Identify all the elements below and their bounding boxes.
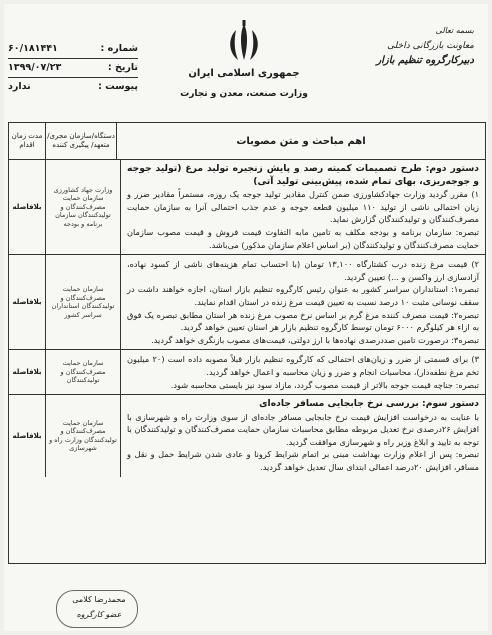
letter-date-row [8, 59, 138, 78]
header-time: مدت زمان اقدام [11, 132, 43, 149]
note-text: تبصره۱: استانداران سراسر کشور به عنوان رئیس کارگروه تنظیم بازار استان، اجازه خواهند داشت در سقف نوسانی مثبت ۱۰ درصد نسبت به تعیین قیمت مرغ زنده در استان اقدام نمایند. [127, 284, 479, 307]
date-label: تاریخ : [107, 62, 138, 73]
row-org: وزارت جهاد کشاورزی سازمان حمایت مصرف‌کنندگان و تولیدکنندگان سازمان برنامه و بودجه [45, 160, 121, 254]
row-time: بلافاصله [12, 431, 42, 440]
row-content [121, 255, 485, 349]
resolution-text: ۳) برای قسمتی از ضرر و زیان‌های احتمالی که کارگروه تنظیم بازار قبلاً مصوبه داده است (۲۰ میلیون تخم مرغ نطفه‌دار)، محاسبات انجام و ضرر و زیان محاسبه و اعمال خواهد گردید. [127, 354, 479, 377]
attach-label: پیوست : [98, 81, 138, 92]
letter-attach-row [8, 78, 138, 96]
agenda-item-title: دستور سوم: بررسی نرخ جابجایی مسافر جاده‌ای [259, 398, 479, 410]
note-text: تبصره۲: قیمت مصرف کننده مرغ گرم بر اساس نرخ مصوب مرغ زنده هر استان مطابق تبصره یک فوق به ازاء هر کیلوگرم ۶۰۰۰ تومان توسط کارگروه تنظیم بازار هر استان تعیین خواهد گردید. [127, 309, 479, 333]
agenda-item-title: دستور دوم: طرح تصمیمات کمیته رصد و پایش زنجیره تولید مرغ (تولید جوجه و جوجه‌ریزی، بهای تمام شده، پیش‌بینی تولید آتی) [127, 163, 479, 187]
signatory-title: عضو کارگروه [76, 610, 122, 619]
republic-title: جمهوری اسلامی ایران [188, 68, 300, 79]
header-org: دستگاه/سازمان مجری/ متعهد/ پیگیری کننده [45, 123, 117, 159]
row-time: بلافاصله [12, 203, 42, 212]
row-content [121, 160, 485, 254]
resolution-text: با عنایت به درخواست افزایش قیمت نرخ جابجایی مسافر جاده‌ای از سوی وزارت راه و شهرسازی با افزایش ۲۶درصدی نرخ تعدیل مربوطه مطابق محاسبات سازمان حمایت مصرف‌کنندگان و تولیدکنندگان با توجه به تایید و ابلاغ وزیر راه و شهرسازی موافقت گردید. [127, 411, 479, 447]
row-content [121, 395, 485, 477]
note-text: تبصره: جناچه قیمت جوجه بالاتر از قیمت مصوب گردد، مازاد سود نیز بایستی محاسبه شود. [170, 379, 479, 390]
table-row [9, 350, 485, 395]
header-right [314, 26, 474, 66]
letter-meta [8, 40, 138, 96]
attach-value: ندارد [8, 81, 31, 92]
deputy-title: معاونت بازرگانی داخلی [387, 41, 474, 51]
secretary-title: دبیرکارگروه تنظیم بازار [376, 55, 474, 66]
resolution-text: ۲) قیمت مرغ زنده درب کشتارگاه ۱۳,۱۰۰ تومان (با احتساب تمام هزینه‌های ناشی از کسود نهاده، آزادسازی ارز واکسن و ...) تعیین گردید. [127, 259, 480, 282]
note-text: تبصره: سازمان برنامه و بودجه مکلف به تامین مابه التفاوت قیمت فروش و قیمت مصوب سازمان حمایت مصرف‌کنندگان و تولیدکنندگان (بر اساس اعلام سازمان مذکور) می‌باشد. [127, 226, 479, 250]
row-org: سازمان حمایت مصرف‌کنندگان و تولیدکنندگان استانداران سراسر کشور [45, 255, 121, 349]
row-content [121, 350, 485, 394]
minutes-table [8, 122, 486, 564]
iran-emblem-icon [224, 20, 264, 64]
basmala: بسمه تعالی [435, 26, 474, 35]
signatory-name: محمدرضا کلامی [72, 595, 126, 604]
table-row [9, 395, 485, 477]
document-page [4, 4, 488, 631]
number-value: ۶۰/۱۸۱۴۴۱ [8, 43, 58, 54]
number-label: شماره : [100, 43, 138, 54]
row-org: سازمان حمایت مصرف‌کنندگان و تولیدکنندگان [45, 350, 121, 394]
header-center [154, 68, 334, 99]
header-main: اهم مباحث و متن مصوبات [236, 135, 366, 147]
date-value: ۱۳۹۹/۰۷/۲۳ [8, 62, 62, 73]
table-header [9, 123, 485, 160]
resolution-text: ۱) مقرر گردید وزارت جهادکشاورزی ضمن کنترل مقادیر تولید جوجه یک روزه، مستمراً مقادیر ضرر و زیان احتمالی ناشی از تولید ۱۱۰ میلیون قطعه جوجه و عدم جذب احتمالی آنرا به سازمان حمایت مصرف‌کنندگان و تولیدکنندگان گزارش نماید. [127, 189, 479, 225]
table-row [9, 160, 485, 255]
row-time: بلافاصله [12, 298, 42, 307]
note-text: تبصره: پس از اعلام وزارت بهداشت مبنی بر اتمام شرایط کرونا و عادی شدن شرایط حمل و نقل و مسافر، افزایش ۲۰درصد اعمالی ابتدای سال تعدیل خواهد گردید. [127, 449, 479, 473]
table-row [9, 255, 485, 350]
row-org: سازمان حمایت مصرف‌کنندگان و تولیدکنندگان وزارت راه و شهرسازی [45, 395, 121, 477]
letter-number-row [8, 40, 138, 59]
ministry-title: وزارت صنعت، معدن و تجارت [180, 89, 308, 99]
note-text: تبصره۳: درصورت تامین صددرصدی نهاده‌ها با ارز دولتی، قیمت‌های مصوب بازنگری خواهد گردید. [151, 334, 479, 345]
row-time: بلافاصله [12, 368, 42, 377]
